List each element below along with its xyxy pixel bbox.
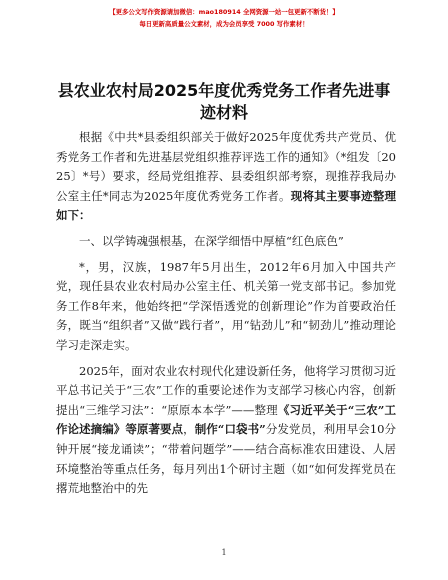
paragraph — [56, 232, 396, 252]
text-run: 一、以学铸魂强根基，在深学细悟中厚植“红色底色” — [79, 233, 344, 248]
bold-text-run: 《习近平关于“三农”工作论述摘编》等原著要点 — [56, 402, 397, 437]
promo-banner-line-2: 每日更新高质量公文素材，成为会员享受 7000 写作素材！ — [139, 20, 309, 28]
text-run: 根据《中共*县委组织部关于做好2025年度优秀共产党员、优秀党务工作者和先进基层党组织推荐评选工作的通知》（*组发〔2025〕*号）要求，经局党组推荐、县委组织部考察，现推荐我局办公室主任*同志为2025年度优秀党务工作者。 — [56, 130, 396, 203]
promo-banner — [0, 6, 448, 30]
page-number: 1 — [221, 548, 227, 557]
document-body — [56, 128, 396, 505]
bold-text-run: 制作“口袋书” — [194, 422, 266, 437]
text-run: *，男，汉族，1987年5月出生，2012年6月加入中国共产党，现任县农业农村局办公室主任、机关第一党支部书记。参加党务工作8年来，他始终把“学深悟透党的创新理论”作为首要政治任务，既当“组织者”又做“践行者”，用“钻劲儿”和“韧劲儿”推动理论学习走深走实。 — [56, 259, 396, 352]
paragraph — [56, 258, 396, 356]
text-run: 2025年，面对农业农村现代化建设新任务，他将学习贯彻习近平总书记关于“三农”工作的重要论述作为支部学习核心内容，创新提出“三维学习法”：“原原本本学”——整理 — [56, 363, 396, 417]
paragraph — [56, 128, 396, 226]
text-run: ， — [183, 422, 195, 437]
bold-text-run: 现将其主要事迹整理如下： — [56, 188, 397, 223]
promo-banner-line-1: 【更多公文写作资源请加微信：mao180914 全网资源一站一包更新不断货！】 — [109, 8, 339, 16]
document-title: 县农业农村局2025年度优秀党务工作者先进事迹材料 — [57, 81, 391, 122]
text-run: 分发党员，利用早会10分钟开展“接龙诵读”；“带着问题学”——结合高标准农田建设、人居环境整治等重点任务，每月列出1个研讨主题（如“如何发挥党员在撂荒地整治中的先 — [56, 422, 397, 496]
paragraph — [56, 362, 396, 499]
